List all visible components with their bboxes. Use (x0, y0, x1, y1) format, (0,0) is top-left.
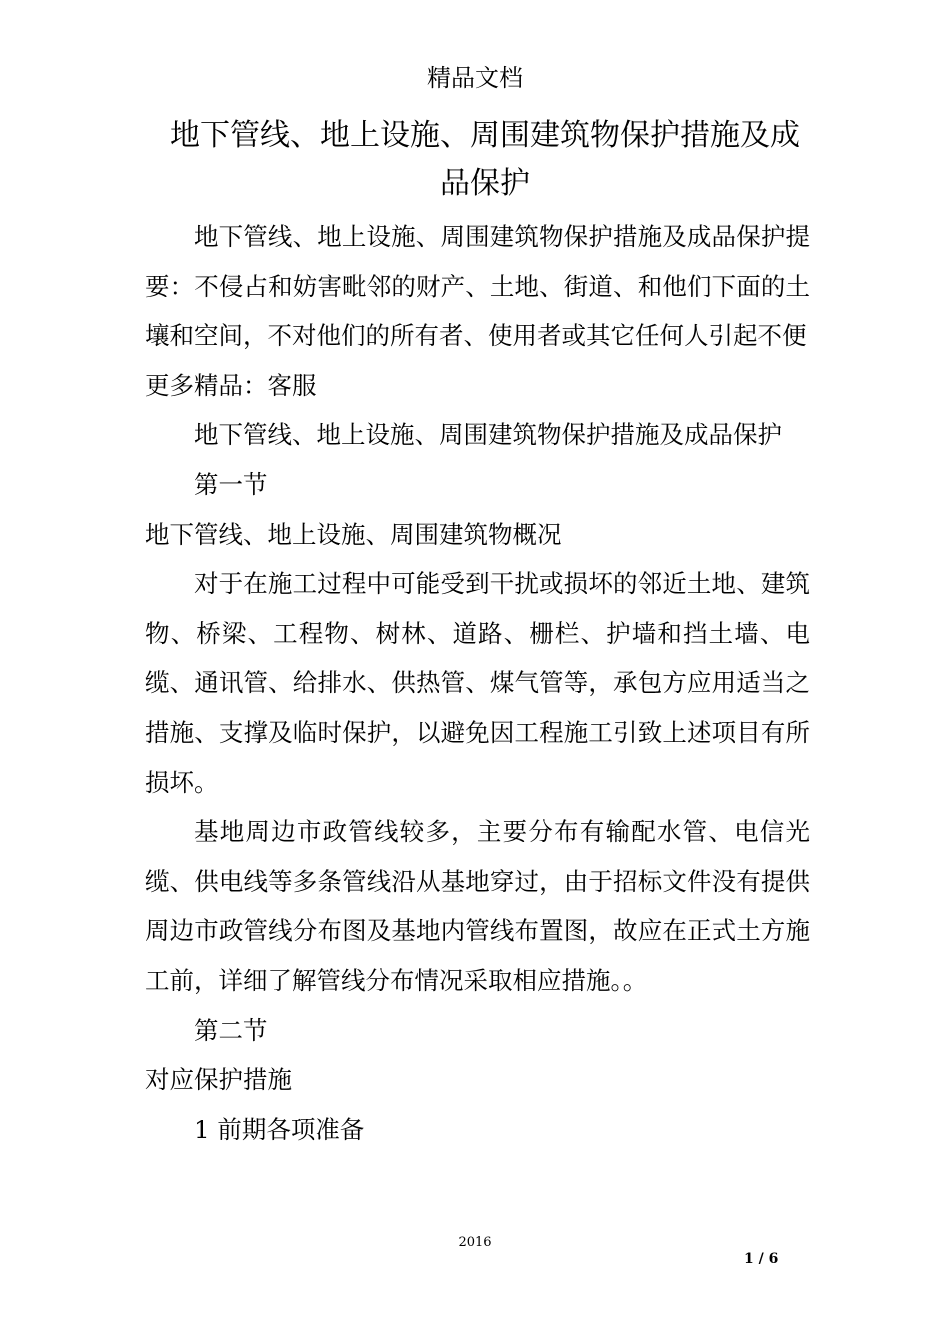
page-number: 1 / 6 (744, 1251, 779, 1267)
section-1-label: 第一节 (194, 469, 268, 499)
section-2-title: 对应保护措施 (145, 1065, 292, 1095)
section-1-title: 地下管线、地上设施、周围建筑物概况 (145, 519, 562, 549)
document-body (145, 212, 810, 1154)
footer-year: 2016 (458, 1235, 492, 1250)
section-2-label: 第二节 (194, 1015, 268, 1045)
subsection-1-title: 1 前期各项准备 (194, 1114, 365, 1144)
paragraph-more-link: 更多精品：客服 (145, 370, 317, 400)
paragraph-heading-repeat: 地下管线、地上设施、周围建筑物保护措施及成品保护 (194, 420, 782, 450)
paragraph-summary: 地下管线、地上设施、周围建筑物保护措施及成品保护提要：不侵占和妨害毗邻的财产、土地、街道、和他们下面的土壤和空间，不对他们的所有者、使用者或其它任何人引起不便 (145, 222, 810, 351)
document-title: 地下管线、地上设施、周围建筑物保护措施及成品保护 (170, 118, 800, 201)
document-header: 精品文档 (427, 64, 523, 92)
paragraph-protection-scope: 对于在施工过程中可能受到干扰或损坏的邻近土地、建筑物、桥梁、工程物、树林、道路、栅栏、护墙和挡土墙、电缆、通讯管、给排水、供热管、煤气管等，承包方应用适当之措施、支撑及临时保护，以避免因工程施工引致上述项目有所损坏。 (145, 569, 810, 797)
paragraph-pipelines: 基地周边市政管线较多，主要分布有输配水管、电信光缆、供电线等多条管线沿从基地穿过，由于招标文件没有提供周边市政管线分布图及基地内管线布置图，故应在正式土方施工前，详细了解管线分布情况采取相应措施。。 (145, 817, 810, 995)
